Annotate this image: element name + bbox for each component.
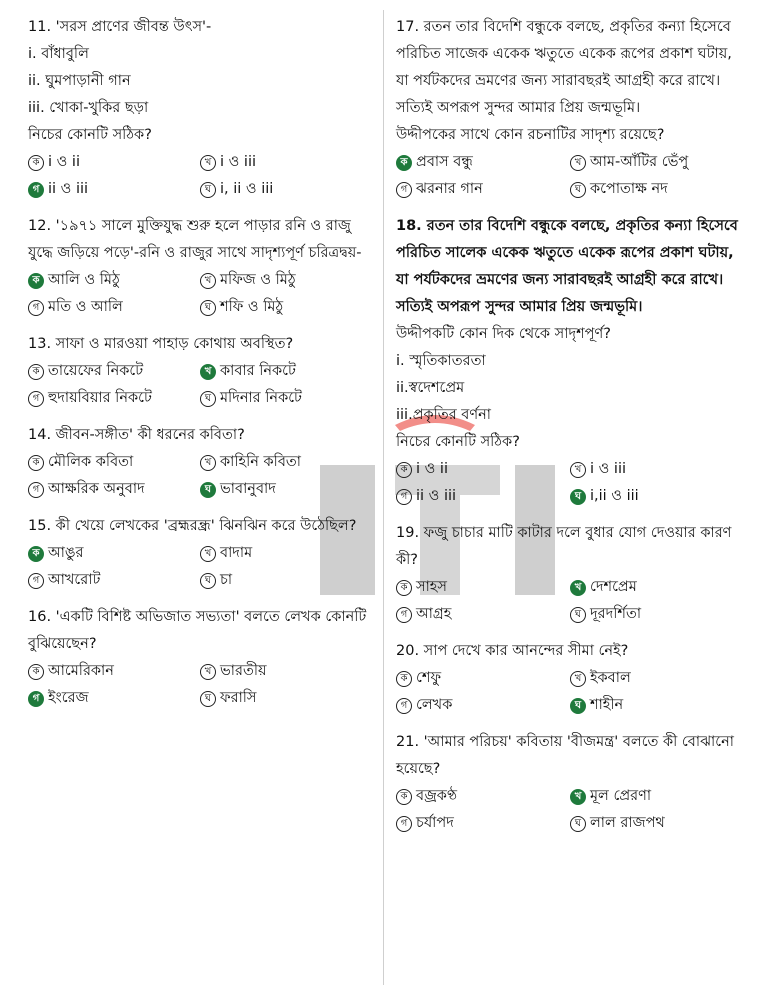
- answer-option[interactable]: [570, 456, 746, 483]
- correct-marker-icon: ক: [28, 546, 44, 562]
- answer-option[interactable]: [200, 476, 370, 503]
- option-text: বজ্রকণ্ঠ: [416, 788, 457, 804]
- options-grid: [396, 456, 746, 510]
- question-block: [28, 331, 370, 412]
- answer-option[interactable]: [28, 540, 200, 567]
- option-marker-icon: ঘ: [570, 182, 586, 198]
- option-text: বাদাম: [220, 545, 253, 561]
- options-grid: [396, 783, 746, 837]
- answer-option[interactable]: [570, 601, 746, 628]
- option-marker-icon: ক: [396, 462, 412, 478]
- answer-option[interactable]: [200, 658, 370, 685]
- option-text: i ও iii: [220, 154, 257, 170]
- option-marker-icon: গ: [28, 482, 44, 498]
- option-text: কাবার নিকটে: [220, 363, 296, 379]
- option-marker-icon: গ: [28, 573, 44, 589]
- option-marker-icon: গ: [396, 607, 412, 623]
- question-text: 17. রতন তার বিদেশি বন্ধুকে বলছে, প্রকৃতির কন্যা হিসেবে পরিচিত সাজেক একেক ঋতুতে একেক রূপের প্রকাশ ঘটায়, যা পর্যটকদের ভ্রমণের জন্য সারাবছরই আগ্রহী করে রাখে। সত্যিই অপরূপ সুন্দর আমার প্রিয় জন্মভূমি।: [396, 19, 732, 116]
- correct-marker-icon: ক: [28, 273, 44, 289]
- answer-option[interactable]: [396, 665, 570, 692]
- option-text: আক্ষরিক অনুবাদ: [48, 481, 145, 497]
- answer-option[interactable]: [396, 149, 570, 176]
- option-marker-icon: ঘ: [570, 816, 586, 832]
- question-subline: নিচের কোনটি সঠিক?: [28, 127, 152, 143]
- option-text: ইংরেজ: [48, 690, 89, 706]
- option-text: শফি ও মিঠু: [220, 299, 284, 315]
- option-marker-icon: খ: [570, 671, 586, 687]
- answer-option[interactable]: [28, 658, 200, 685]
- answer-option[interactable]: [396, 601, 570, 628]
- answer-option[interactable]: [570, 176, 746, 203]
- answer-option[interactable]: [396, 483, 570, 510]
- correct-marker-icon: খ: [570, 580, 586, 596]
- options-grid: [396, 665, 746, 719]
- question-text: 13. সাফা ও মারওয়া পাহাড় কোথায় অবস্থিত?: [28, 336, 294, 352]
- answer-option[interactable]: [28, 449, 200, 476]
- question-block: [396, 520, 746, 628]
- option-marker-icon: ক: [28, 155, 44, 171]
- option-marker-icon: ঘ: [570, 607, 586, 623]
- answer-option[interactable]: [396, 810, 570, 837]
- option-marker-icon: ঘ: [200, 182, 216, 198]
- question-subline: নিচের কোনটি সঠিক?: [396, 434, 520, 450]
- correct-marker-icon: ঘ: [200, 482, 216, 498]
- question-block: [396, 638, 746, 719]
- question-text: 15. কী খেয়ে লেখকের 'ব্রহ্মরন্ধ্র' ঝিনঝিন করে উঠেছিল?: [28, 518, 357, 534]
- option-text: মূল প্রেরণা: [590, 788, 652, 804]
- answer-option[interactable]: [28, 267, 200, 294]
- answer-option[interactable]: [200, 540, 370, 567]
- option-marker-icon: ঘ: [200, 391, 216, 407]
- right-column: [396, 14, 746, 847]
- option-text: আম-আঁটির ভেঁপু: [590, 154, 689, 170]
- option-text: ফরাসি: [220, 690, 257, 706]
- answer-option[interactable]: [200, 449, 370, 476]
- question-text: 18. রতন তার বিদেশি বন্ধুকে বলছে, প্রকৃতির কন্যা হিসেবে পরিচিত সালেক একেক ঋতুতে একেক রূপের প্রকাশ ঘটায়, যা পর্যটকদের ভ্রমণের জন্য সারাবছরই আগ্রহী করে রাখে। সত্যিই অপরূপ সুন্দর আমার প্রিয় জন্মভূমি।: [396, 218, 738, 315]
- answer-option[interactable]: [396, 176, 570, 203]
- answer-option[interactable]: [200, 358, 370, 385]
- answer-option[interactable]: [570, 783, 746, 810]
- option-text: আলি ও মিঠু: [48, 272, 120, 288]
- answer-option[interactable]: [28, 385, 200, 412]
- option-text: ii ও iii: [48, 181, 89, 197]
- option-marker-icon: খ: [200, 455, 216, 471]
- correct-marker-icon: গ: [28, 691, 44, 707]
- option-text: শেফু: [416, 670, 442, 686]
- correct-marker-icon: ঘ: [570, 489, 586, 505]
- question-subline: i. স্মৃতিকাতরতা: [396, 353, 486, 369]
- question-block: [28, 213, 370, 321]
- answer-option[interactable]: [200, 176, 370, 203]
- answer-option[interactable]: [570, 574, 746, 601]
- option-marker-icon: গ: [396, 698, 412, 714]
- option-text: দূরদর্শিতা: [590, 606, 642, 622]
- question-block: [28, 604, 370, 712]
- question-text: 11. 'সরস প্রাণের জীবন্ত উৎস'-: [28, 19, 212, 35]
- option-text: শাহীন: [590, 697, 624, 713]
- option-text: ইকবাল: [590, 670, 631, 686]
- option-text: ভাবানুবাদ: [220, 481, 276, 497]
- correct-marker-icon: ক: [396, 155, 412, 171]
- answer-option[interactable]: [28, 294, 200, 321]
- correct-marker-icon: ঘ: [570, 698, 586, 714]
- option-marker-icon: খ: [570, 462, 586, 478]
- answer-option[interactable]: [28, 176, 200, 203]
- correct-marker-icon: খ: [570, 789, 586, 805]
- question-text: 16. 'একটি বিশিষ্ট অভিজাত সভ্যতা' বলতে লেখক কোনটি বুঝিয়েছেন?: [28, 609, 367, 652]
- option-marker-icon: ক: [396, 671, 412, 687]
- options-grid: [396, 574, 746, 628]
- question-subline: ii.স্বদেশপ্রেম: [396, 380, 465, 396]
- answer-option[interactable]: [28, 149, 200, 176]
- answer-option[interactable]: [396, 692, 570, 719]
- question-subline: উদ্দীপকের সাথে কোন রচনাটির সাদৃশ্য রয়েছে?: [396, 127, 665, 143]
- left-column: [28, 14, 370, 722]
- question-block: [396, 213, 746, 510]
- option-text: আমেরিকান: [48, 663, 114, 679]
- answer-option[interactable]: [28, 685, 200, 712]
- question-block: [396, 14, 746, 203]
- option-marker-icon: ঘ: [200, 691, 216, 707]
- option-text: i,ii ও iii: [590, 488, 639, 504]
- option-marker-icon: খ: [200, 155, 216, 171]
- answer-option[interactable]: [570, 483, 746, 510]
- answer-option[interactable]: [570, 692, 746, 719]
- answer-option[interactable]: [28, 358, 200, 385]
- option-marker-icon: খ: [200, 664, 216, 680]
- option-text: চা: [220, 572, 233, 588]
- option-text: ভারতীয়: [220, 663, 267, 679]
- answer-option[interactable]: [200, 149, 370, 176]
- option-text: হুদায়বিয়ার নিকটে: [48, 390, 152, 406]
- answer-option[interactable]: [28, 476, 200, 503]
- answer-option[interactable]: [570, 665, 746, 692]
- option-marker-icon: ক: [396, 789, 412, 805]
- option-marker-icon: ক: [28, 455, 44, 471]
- question-block: [28, 513, 370, 594]
- answer-option[interactable]: [200, 267, 370, 294]
- option-text: আখরোট: [48, 572, 101, 588]
- options-grid: [28, 449, 370, 503]
- question-subline: iii. খোকা-খুকির ছড়া: [28, 100, 149, 116]
- option-marker-icon: ক: [396, 580, 412, 596]
- answer-option[interactable]: [396, 783, 570, 810]
- option-marker-icon: গ: [28, 300, 44, 316]
- answer-option[interactable]: [200, 685, 370, 712]
- option-text: সাহস: [416, 579, 447, 595]
- question-block: [28, 422, 370, 503]
- option-text: চর্যাপদ: [416, 815, 454, 831]
- answer-option[interactable]: [396, 456, 570, 483]
- option-text: i, ii ও iii: [220, 181, 274, 197]
- option-text: আগ্রহ: [416, 606, 452, 622]
- answer-option[interactable]: [200, 294, 370, 321]
- option-marker-icon: খ: [570, 155, 586, 171]
- question-subline: উদ্দীপকটি কোন দিক থেকে সাদৃশপূর্ণ?: [396, 326, 611, 342]
- options-grid: [28, 149, 370, 203]
- option-text: ঝরনার গান: [416, 181, 483, 197]
- answer-option[interactable]: [200, 567, 370, 594]
- options-grid: [28, 358, 370, 412]
- option-text: মদিনার নিকটে: [220, 390, 302, 406]
- options-grid: [28, 267, 370, 321]
- option-text: কাহিনি কবিতা: [220, 454, 301, 470]
- answer-option[interactable]: [396, 574, 570, 601]
- answer-option[interactable]: [570, 149, 746, 176]
- option-text: তায়েফের নিকটে: [48, 363, 144, 379]
- question-text: 19. ফজু চাচার মাটি কাটার দলে বুধার যোগ দেওয়ার কারণ কী?: [396, 525, 732, 568]
- option-text: লাল রাজপথ: [590, 815, 665, 831]
- option-text: লেখক: [416, 697, 453, 713]
- option-marker-icon: ঘ: [200, 573, 216, 589]
- answer-option[interactable]: [28, 567, 200, 594]
- question-text: 21. 'আমার পরিচয়' কবিতায় 'বীজমন্ত্র' বলতে কী বোঝানো হয়েছে?: [396, 734, 734, 777]
- option-text: কপোতাক্ষ নদ: [590, 181, 668, 197]
- answer-option[interactable]: [200, 385, 370, 412]
- option-text: i ও ii: [416, 461, 448, 477]
- question-subline: ii. ঘুমপাড়ানী গান: [28, 73, 131, 89]
- option-text: ii ও iii: [416, 488, 457, 504]
- options-grid: [28, 658, 370, 712]
- option-marker-icon: ক: [28, 364, 44, 380]
- options-grid: [396, 149, 746, 203]
- options-grid: [28, 540, 370, 594]
- option-text: মতি ও আলি: [48, 299, 123, 315]
- option-marker-icon: খ: [200, 546, 216, 562]
- option-marker-icon: গ: [396, 489, 412, 505]
- question-text: 12. '১৯৭১ সালে মুক্তিযুদ্ধ শুরু হলে পাড়ার রনি ও রাজু যুদ্ধে জড়িয়ে পড়ে'-রনি ও রাজুর সাথে সাদৃশ্যপূর্ণ চরিত্রদ্বয়-: [28, 218, 362, 261]
- option-text: আঙুর: [48, 545, 84, 561]
- option-marker-icon: গ: [396, 182, 412, 198]
- option-text: মৌলিক কবিতা: [48, 454, 134, 470]
- option-marker-icon: ক: [28, 664, 44, 680]
- option-marker-icon: গ: [28, 391, 44, 407]
- question-block: [396, 729, 746, 837]
- question-block: [28, 14, 370, 203]
- option-text: মফিজ ও মিঠু: [220, 272, 296, 288]
- question-text: 20. সাপ দেখে কার আনন্দের সীমা নেই?: [396, 643, 629, 659]
- question-subline: iii.প্রকৃতির বর্ণনা: [396, 407, 491, 423]
- option-text: প্রবাস বন্ধু: [416, 154, 473, 170]
- correct-marker-icon: খ: [200, 364, 216, 380]
- option-marker-icon: গ: [396, 816, 412, 832]
- option-marker-icon: খ: [200, 273, 216, 289]
- option-text: দেশপ্রেম: [590, 579, 637, 595]
- correct-marker-icon: গ: [28, 182, 44, 198]
- option-text: i ও iii: [590, 461, 627, 477]
- option-text: i ও ii: [48, 154, 80, 170]
- answer-option[interactable]: [570, 810, 746, 837]
- option-marker-icon: ঘ: [200, 300, 216, 316]
- question-text: 14. জীবন-সঙ্গীত' কী ধরনের কবিতা?: [28, 427, 245, 443]
- question-subline: i. বাঁধাবুলি: [28, 46, 89, 62]
